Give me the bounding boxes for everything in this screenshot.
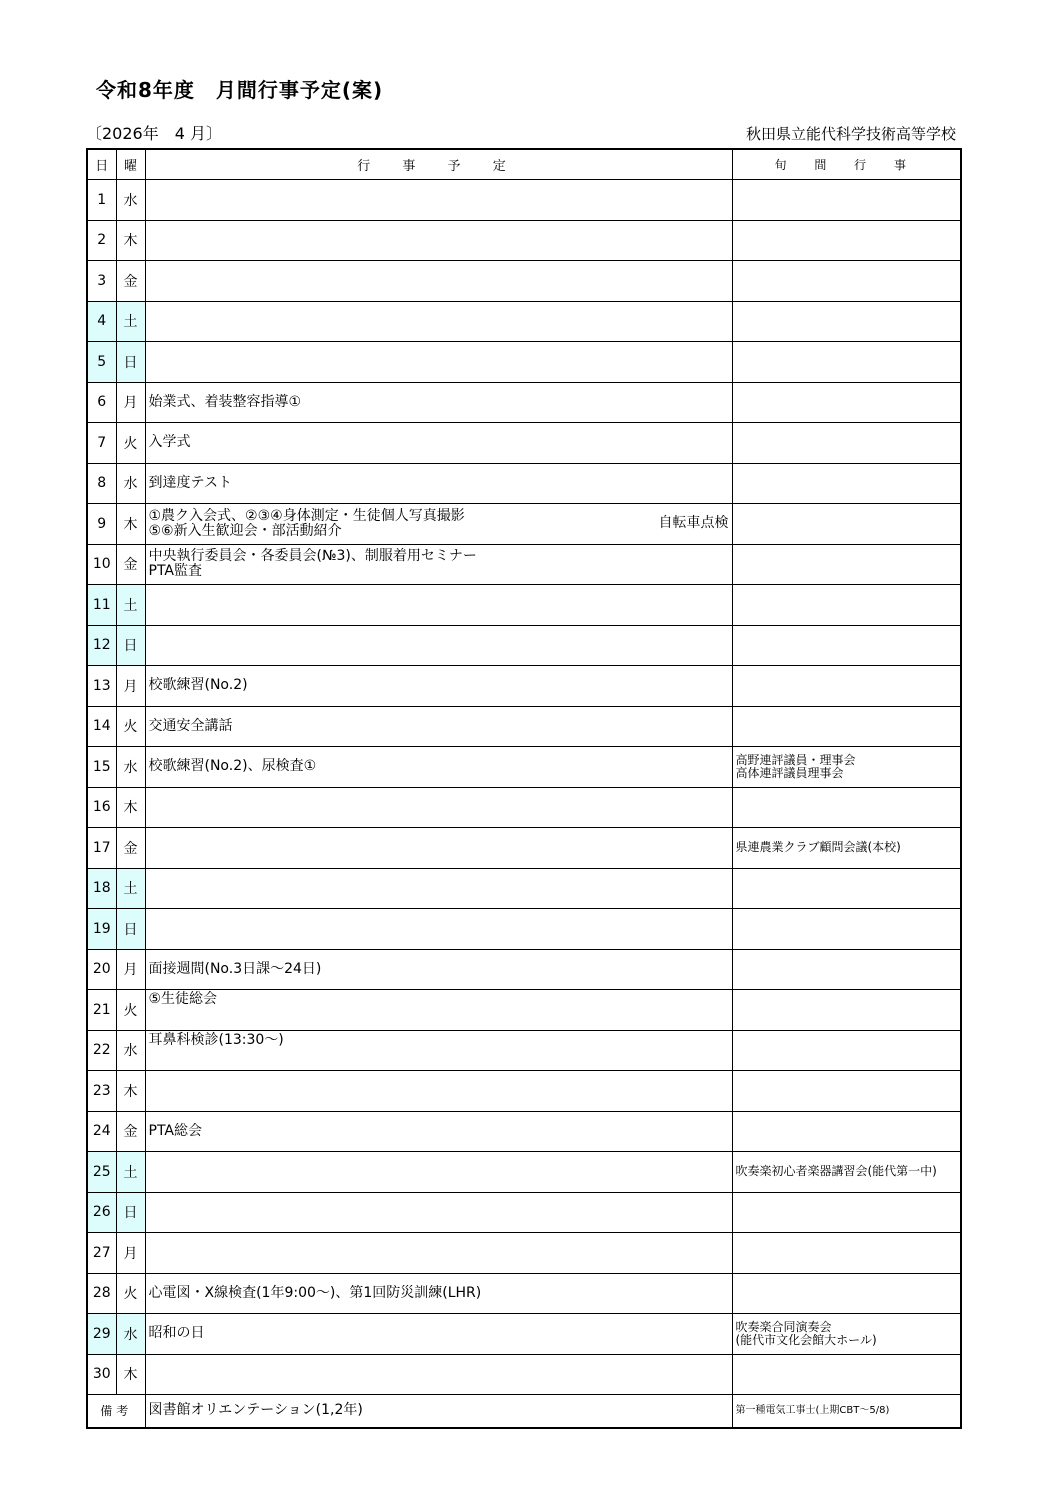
weekday-cell: 水 bbox=[116, 1314, 145, 1355]
day-cell: 16 bbox=[87, 787, 116, 828]
seasonal-cell bbox=[732, 625, 961, 666]
event-right-note: 自転車点検 bbox=[658, 515, 729, 531]
table-row bbox=[87, 180, 961, 221]
seasonal-line: (能代市文化会館大ホール) bbox=[735, 1332, 877, 1347]
table-row bbox=[87, 666, 961, 707]
event-line: 昭和の日 bbox=[148, 1325, 205, 1342]
note-events: 図書館オリエンテーション(1,2年) bbox=[145, 1395, 732, 1428]
events-cell bbox=[145, 382, 732, 423]
table-row bbox=[87, 706, 961, 747]
event-line: 心電図・X線検査(1年9:00～)、第1回防災訓練(LHR) bbox=[148, 1284, 482, 1301]
events-cell bbox=[145, 342, 732, 383]
event-line: 中央執行委員会・各委員会(№3)、制服着用セミナー bbox=[148, 548, 477, 565]
events-cell bbox=[145, 261, 732, 302]
events-cell bbox=[145, 301, 732, 342]
header-weekday: 曜 bbox=[116, 149, 145, 180]
weekday-cell: 月 bbox=[116, 949, 145, 990]
seasonal-cell bbox=[732, 1314, 961, 1355]
table-row bbox=[87, 342, 961, 383]
event-line: 入学式 bbox=[148, 434, 191, 451]
seasonal-cell bbox=[732, 787, 961, 828]
day-cell: 15 bbox=[87, 747, 116, 788]
events-cell bbox=[145, 585, 732, 626]
day-cell: 26 bbox=[87, 1192, 116, 1233]
seasonal-line: 高野連評議員・理事会 bbox=[735, 752, 856, 767]
day-cell: 18 bbox=[87, 868, 116, 909]
table-row bbox=[87, 990, 961, 1031]
event-line: ⑤⑥新入生歓迎会・部活動紹介 bbox=[148, 522, 342, 539]
event-line: PTA総会 bbox=[148, 1122, 202, 1139]
event-line: 校歌練習(No.2)、尿検査① bbox=[148, 758, 317, 775]
seasonal-cell bbox=[732, 544, 961, 585]
seasonal-cell bbox=[732, 342, 961, 383]
day-cell: 12 bbox=[87, 625, 116, 666]
table-row bbox=[87, 1152, 961, 1193]
day-cell: 6 bbox=[87, 382, 116, 423]
table-row bbox=[87, 787, 961, 828]
school-name: 秋田県立能代科学技術高等学校 bbox=[745, 125, 956, 143]
weekday-cell: 木 bbox=[116, 1071, 145, 1112]
day-cell: 22 bbox=[87, 1030, 116, 1071]
day-cell: 25 bbox=[87, 1152, 116, 1193]
weekday-cell: 日 bbox=[116, 342, 145, 383]
seasonal-cell bbox=[732, 423, 961, 464]
events-cell bbox=[145, 1030, 732, 1071]
seasonal-cell bbox=[732, 747, 961, 788]
table-row bbox=[87, 301, 961, 342]
events-cell bbox=[145, 706, 732, 747]
weekday-cell: 土 bbox=[116, 868, 145, 909]
seasonal-line: 高体連評議員理事会 bbox=[735, 765, 844, 780]
table-row bbox=[87, 828, 961, 869]
events-cell bbox=[145, 666, 732, 707]
table-row bbox=[87, 423, 961, 464]
seasonal-cell bbox=[732, 1152, 961, 1193]
month-label: 〔2026年 4 月〕 bbox=[86, 124, 222, 143]
events-cell bbox=[145, 868, 732, 909]
seasonal-cell bbox=[732, 1273, 961, 1314]
weekday-cell: 金 bbox=[116, 544, 145, 585]
events-cell bbox=[145, 220, 732, 261]
table-row bbox=[87, 909, 961, 950]
day-cell: 21 bbox=[87, 990, 116, 1031]
table-row bbox=[87, 625, 961, 666]
table-row bbox=[87, 1111, 961, 1152]
weekday-cell: 土 bbox=[116, 301, 145, 342]
seasonal-cell bbox=[732, 1233, 961, 1274]
table-row bbox=[87, 1233, 961, 1274]
weekday-cell: 月 bbox=[116, 1233, 145, 1274]
events-cell bbox=[145, 625, 732, 666]
weekday-cell: 火 bbox=[116, 1273, 145, 1314]
note-seasonal: 第一種電気工事士(上期CBT～5/8) bbox=[732, 1395, 961, 1428]
weekday-cell: 水 bbox=[116, 747, 145, 788]
seasonal-cell bbox=[732, 180, 961, 221]
seasonal-line: 吹奏楽合同演奏会 bbox=[735, 1319, 832, 1334]
weekday-cell: 日 bbox=[116, 625, 145, 666]
events-cell bbox=[145, 1111, 732, 1152]
seasonal-cell bbox=[732, 463, 961, 504]
weekday-cell: 金 bbox=[116, 261, 145, 302]
weekday-cell: 火 bbox=[116, 990, 145, 1031]
table-row bbox=[87, 261, 961, 302]
page-title: 令和8年度 月間行事予定(案) bbox=[96, 78, 384, 102]
table-row bbox=[87, 504, 961, 545]
day-cell: 28 bbox=[87, 1273, 116, 1314]
seasonal-cell bbox=[732, 1192, 961, 1233]
note-label: 備考 bbox=[87, 1395, 145, 1428]
seasonal-cell bbox=[732, 666, 961, 707]
header-seasonal: 旬 間 行 事 bbox=[732, 149, 961, 180]
day-cell: 23 bbox=[87, 1071, 116, 1112]
events-cell bbox=[145, 423, 732, 464]
table-row bbox=[87, 1273, 961, 1314]
table-row bbox=[87, 1030, 961, 1071]
events-cell bbox=[145, 909, 732, 950]
event-line: 面接週間(No.3日課～24日) bbox=[148, 960, 322, 977]
event-line: ⑤生徒総会 bbox=[148, 991, 218, 1007]
event-line: 校歌練習(No.2) bbox=[148, 677, 248, 694]
seasonal-cell bbox=[732, 1071, 961, 1112]
day-cell: 17 bbox=[87, 828, 116, 869]
table-row bbox=[87, 949, 961, 990]
seasonal-cell bbox=[732, 990, 961, 1031]
seasonal-cell bbox=[732, 909, 961, 950]
weekday-cell: 金 bbox=[116, 1111, 145, 1152]
weekday-cell: 木 bbox=[116, 787, 145, 828]
weekday-cell: 日 bbox=[116, 909, 145, 950]
weekday-cell: 木 bbox=[116, 220, 145, 261]
event-line: 始業式、着装整容指導① bbox=[148, 393, 302, 410]
schedule-table bbox=[86, 148, 962, 1429]
day-cell: 10 bbox=[87, 544, 116, 585]
events-cell bbox=[145, 1233, 732, 1274]
weekday-cell: 水 bbox=[116, 463, 145, 504]
weekday-cell: 日 bbox=[116, 1192, 145, 1233]
events-cell bbox=[145, 463, 732, 504]
event-line: 到達度テスト bbox=[148, 474, 232, 491]
table-row bbox=[87, 1192, 961, 1233]
table-row bbox=[87, 585, 961, 626]
seasonal-cell bbox=[732, 1354, 961, 1395]
events-cell bbox=[145, 180, 732, 221]
seasonal-cell bbox=[732, 868, 961, 909]
day-cell: 11 bbox=[87, 585, 116, 626]
weekday-cell: 木 bbox=[116, 1354, 145, 1395]
seasonal-cell bbox=[732, 504, 961, 545]
day-cell: 20 bbox=[87, 949, 116, 990]
events-cell bbox=[145, 1354, 732, 1395]
table-row bbox=[87, 868, 961, 909]
note-row bbox=[87, 1395, 961, 1428]
seasonal-line: 県連農業クラブ顧問会議(本校) bbox=[735, 840, 901, 855]
events-cell bbox=[145, 747, 732, 788]
seasonal-cell bbox=[732, 382, 961, 423]
table-row bbox=[87, 463, 961, 504]
weekday-cell: 月 bbox=[116, 666, 145, 707]
seasonal-cell bbox=[732, 1030, 961, 1071]
weekday-cell: 木 bbox=[116, 504, 145, 545]
events-cell bbox=[145, 949, 732, 990]
table-row bbox=[87, 747, 961, 788]
events-cell bbox=[145, 787, 732, 828]
seasonal-cell bbox=[732, 261, 961, 302]
event-line: 耳鼻科検診(13:30～) bbox=[148, 1031, 284, 1048]
header-events: 行 事 予 定 bbox=[145, 149, 732, 180]
table-row bbox=[87, 544, 961, 585]
events-cell bbox=[145, 504, 732, 545]
day-cell: 3 bbox=[87, 261, 116, 302]
header-day: 日 bbox=[87, 149, 116, 180]
events-cell bbox=[145, 1152, 732, 1193]
seasonal-cell bbox=[732, 301, 961, 342]
table-row bbox=[87, 382, 961, 423]
seasonal-cell bbox=[732, 828, 961, 869]
events-cell bbox=[145, 990, 732, 1031]
events-cell bbox=[145, 1192, 732, 1233]
weekday-cell: 金 bbox=[116, 828, 145, 869]
weekday-cell: 土 bbox=[116, 1152, 145, 1193]
day-cell: 30 bbox=[87, 1354, 116, 1395]
header-row bbox=[87, 149, 961, 180]
seasonal-cell bbox=[732, 949, 961, 990]
seasonal-cell bbox=[732, 220, 961, 261]
seasonal-cell bbox=[732, 1111, 961, 1152]
events-cell bbox=[145, 1273, 732, 1314]
weekday-cell: 火 bbox=[116, 423, 145, 464]
events-cell bbox=[145, 1071, 732, 1112]
seasonal-cell bbox=[732, 585, 961, 626]
day-cell: 2 bbox=[87, 220, 116, 261]
day-cell: 13 bbox=[87, 666, 116, 707]
weekday-cell: 水 bbox=[116, 180, 145, 221]
weekday-cell: 水 bbox=[116, 1030, 145, 1071]
day-cell: 4 bbox=[87, 301, 116, 342]
weekday-cell: 月 bbox=[116, 382, 145, 423]
day-cell: 7 bbox=[87, 423, 116, 464]
day-cell: 29 bbox=[87, 1314, 116, 1355]
day-cell: 8 bbox=[87, 463, 116, 504]
event-line: 交通安全講話 bbox=[148, 717, 233, 734]
day-cell: 19 bbox=[87, 909, 116, 950]
day-cell: 27 bbox=[87, 1233, 116, 1274]
event-line: ①農ク入会式、②③④身体測定・生徒個人写真撮影 bbox=[148, 507, 465, 524]
table-row bbox=[87, 1071, 961, 1112]
table-row bbox=[87, 220, 961, 261]
events-cell bbox=[145, 828, 732, 869]
day-cell: 24 bbox=[87, 1111, 116, 1152]
day-cell: 1 bbox=[87, 180, 116, 221]
weekday-cell: 土 bbox=[116, 585, 145, 626]
day-cell: 5 bbox=[87, 342, 116, 383]
weekday-cell: 火 bbox=[116, 706, 145, 747]
table-row bbox=[87, 1314, 961, 1355]
seasonal-line: 吹奏楽初心者楽器講習会(能代第一中) bbox=[735, 1164, 937, 1179]
events-cell bbox=[145, 544, 732, 585]
table-row bbox=[87, 1354, 961, 1395]
event-line: PTA監査 bbox=[148, 563, 202, 580]
seasonal-cell bbox=[732, 706, 961, 747]
events-cell bbox=[145, 1314, 732, 1355]
day-cell: 14 bbox=[87, 706, 116, 747]
day-cell: 9 bbox=[87, 504, 116, 545]
